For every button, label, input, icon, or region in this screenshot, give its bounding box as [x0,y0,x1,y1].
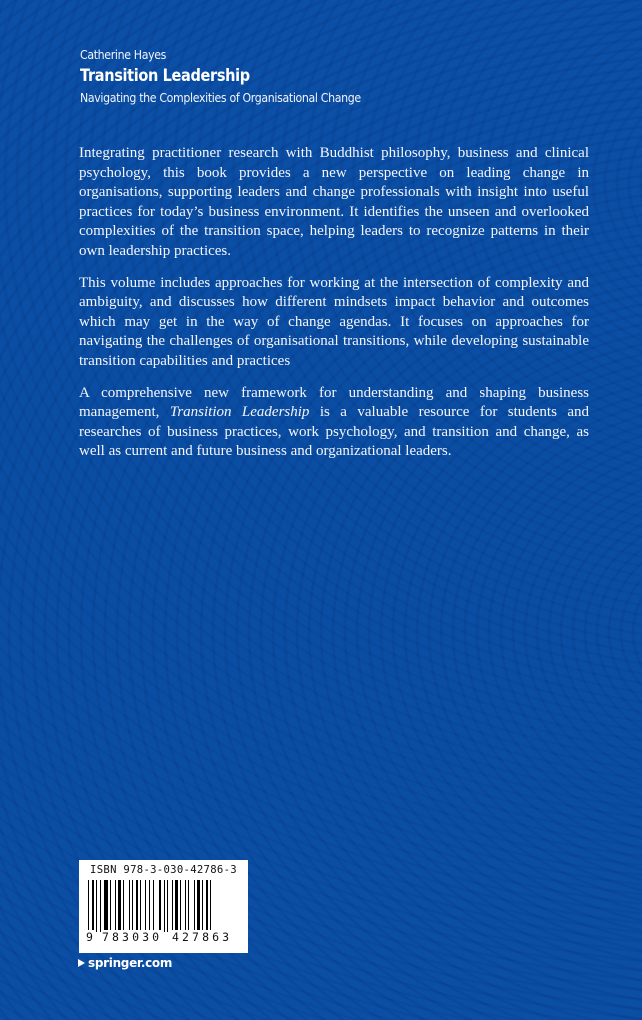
paragraph-3-intro: A comprehensive new framework for understanding and shaping business management, [79,384,589,421]
barcode-digit-group-2: 427863 [172,930,233,944]
book-description [79,144,589,474]
barcode-digit-group-1: 783030 [102,930,163,944]
isbn-label: ISBN 978-3-030-42786-3 [90,864,237,876]
play-arrow-icon [78,959,85,967]
paragraph-3-rest: is a valuable resource for students and researches of business practices, work psychology, and transition and change, as well as current and future business and organizational leaders. [79,404,589,460]
isbn-barcode-box [79,860,248,953]
barcode-digit-prefix: 9 [86,930,93,944]
book-title: Transition Leadership [80,66,250,85]
italic-book-title: Transition Leadership [169,404,310,421]
description-paragraph-1: Integrating practitioner research with Buddhist philosophy, business and clinical psychology, this book provides a new perspective on leading change in organisations, supporting leaders and change professionals with insight into useful practices for today’s business environment. It identifies the unseen and overlooked complexities of the transition space, helping leaders to recognize patterns in their own leadership practices. [79,145,589,259]
book-subtitle: Navigating the Complexities of Organisational Change [80,90,361,105]
cover-header [80,47,399,106]
description-paragraph-3 [79,384,589,462]
description-paragraph-2: This volume includes approaches for working at the intersection of complexity and ambiguity, and discusses how different mindsets impact behavior and outcomes which may get in the way of change agendas. It focuses on approaches for navigating the challenges of organisational transitions, while developing sustainable transition capabilities and practices [79,274,589,369]
springer-link[interactable] [78,956,172,970]
author-name: Catherine Hayes [80,47,167,62]
springer-link-text: springer.com [88,956,173,970]
